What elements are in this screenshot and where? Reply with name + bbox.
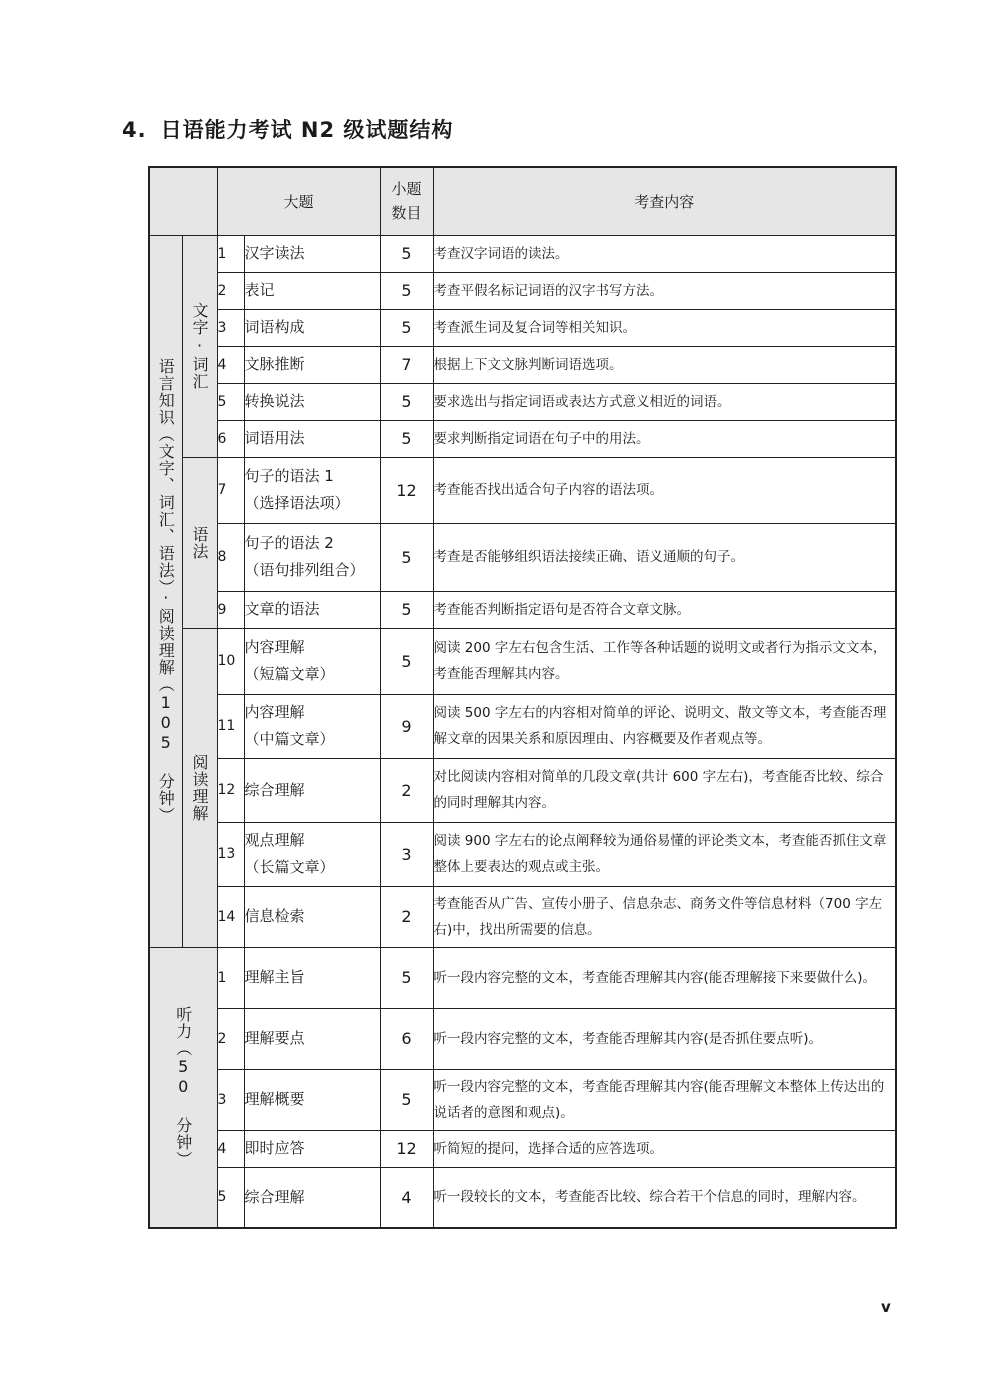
table-row (149, 272, 896, 309)
row-desc: 考查能否判断指定语句是否符合文章文脉。 (433, 591, 896, 628)
row-number: 10 (217, 628, 244, 694)
exam-structure-table (148, 166, 897, 1229)
table-row (149, 822, 896, 886)
row-count: 5 (380, 591, 433, 628)
header-major: 大题 (217, 167, 380, 235)
row-number: 5 (217, 383, 244, 420)
row-number: 5 (217, 1167, 244, 1228)
row-name-line2: （选择语法项） (244, 494, 350, 512)
page-number: v (881, 1298, 891, 1316)
row-name: 综合理解 (244, 1167, 380, 1228)
row-desc: 听简短的提问，选择合适的应答选项。 (433, 1130, 896, 1167)
row-number: 6 (217, 420, 244, 457)
row-name: 词语用法 (244, 420, 380, 457)
row-number: 9 (217, 591, 244, 628)
subsection-grammar-label: 语法 (190, 525, 209, 560)
row-number: 8 (217, 523, 244, 591)
row-number: 4 (217, 1130, 244, 1167)
row-desc: 听一段内容完整的文本，考查能否理解其内容(能否理解接下来要做什么)。 (433, 947, 896, 1008)
row-count: 3 (380, 822, 433, 886)
table-row (149, 383, 896, 420)
table-row (149, 1008, 896, 1069)
row-count: 5 (380, 1069, 433, 1130)
row-count: 5 (380, 947, 433, 1008)
row-name-line1: 内容理解 (244, 638, 305, 656)
row-name: 理解要点 (244, 1008, 380, 1069)
row-desc: 听一段内容完整的文本，考查能否理解其内容(能否理解文本整体上传达出的说话者的意图和观点)。 (433, 1069, 896, 1130)
header-count-line1: 小题 (391, 180, 422, 199)
heading-number: 4. (122, 118, 147, 142)
table-row (149, 346, 896, 383)
section-language-label: 语言知识（文字、词汇、语法）·阅读理解（105 分钟） (156, 358, 176, 824)
row-name-line1: 句子的语法 1 (244, 467, 334, 485)
row-count: 5 (380, 628, 433, 694)
row-name: 文脉推断 (244, 346, 380, 383)
row-count: 7 (380, 346, 433, 383)
row-count: 5 (380, 272, 433, 309)
row-count: 12 (380, 1130, 433, 1167)
row-number: 14 (217, 886, 244, 947)
row-count: 5 (380, 420, 433, 457)
heading-title: 日语能力考试 N2 级试题结构 (160, 118, 454, 142)
table-row (149, 235, 896, 272)
table-row (149, 1069, 896, 1130)
row-name-line2: （长篇文章） (244, 858, 335, 876)
section-listening (149, 947, 217, 1228)
row-name-line2: （语句排列组合） (244, 561, 365, 579)
row-name (244, 822, 380, 886)
table-row (149, 457, 896, 523)
header-count-line2: 数目 (391, 204, 422, 223)
row-name: 综合理解 (244, 758, 380, 822)
row-count: 6 (380, 1008, 433, 1069)
table-row (149, 1130, 896, 1167)
table-row (149, 694, 896, 758)
row-count: 2 (380, 886, 433, 947)
row-count: 5 (380, 235, 433, 272)
row-count: 5 (380, 383, 433, 420)
table-row (149, 947, 896, 1008)
row-name-line1: 句子的语法 2 (244, 534, 334, 552)
row-desc: 听一段内容完整的文本，考查能否理解其内容(是否抓住要点听)。 (433, 1008, 896, 1069)
row-desc: 对比阅读内容相对简单的几段文章(共计 600 字左右)，考查能否比较、综合的同时理解其内容。 (433, 758, 896, 822)
row-desc: 考查能否找出适合句子内容的语法项。 (433, 457, 896, 523)
row-desc: 考查汉字词语的读法。 (433, 235, 896, 272)
subsection-grammar (182, 457, 217, 628)
table-row (149, 886, 896, 947)
table-row (149, 309, 896, 346)
row-name (244, 523, 380, 591)
row-count: 12 (380, 457, 433, 523)
row-count: 9 (380, 694, 433, 758)
row-desc: 要求判断指定词语在句子中的用法。 (433, 420, 896, 457)
row-number: 1 (217, 947, 244, 1008)
row-number: 12 (217, 758, 244, 822)
row-name (244, 628, 380, 694)
table-header-row (149, 167, 896, 235)
row-name-line2: （短篇文章） (244, 665, 335, 683)
row-number: 3 (217, 1069, 244, 1130)
row-desc: 阅读 900 字左右的论点阐释较为通俗易懂的评论类文本，考查能否抓住文章整体上要表达的观点或主张。 (433, 822, 896, 886)
row-name-line2: （中篇文章） (244, 730, 335, 748)
table-row (149, 758, 896, 822)
subsection-reading-label: 阅读理解 (190, 753, 209, 822)
row-desc: 考查派生词及复合词等相关知识。 (433, 309, 896, 346)
row-name-line1: 内容理解 (244, 703, 305, 721)
page-heading (122, 114, 453, 144)
row-desc: 听一段较长的文本，考查能否比较、综合若干个信息的同时，理解内容。 (433, 1167, 896, 1228)
row-name (244, 694, 380, 758)
row-name: 信息检索 (244, 886, 380, 947)
row-name: 表记 (244, 272, 380, 309)
row-number: 7 (217, 457, 244, 523)
row-name: 转换说法 (244, 383, 380, 420)
row-name: 理解主旨 (244, 947, 380, 1008)
table-row (149, 420, 896, 457)
row-number: 2 (217, 1008, 244, 1069)
row-name: 即时应答 (244, 1130, 380, 1167)
row-desc: 阅读 500 字左右的内容相对简单的评论、说明文、散文等文本，考查能否理解文章的因果关系和原因理由、内容概要及作者观点等。 (433, 694, 896, 758)
table-row (149, 523, 896, 591)
section-language (149, 235, 182, 947)
row-desc: 根据上下文文脉判断词语选项。 (433, 346, 896, 383)
row-name (244, 457, 380, 523)
row-number: 1 (217, 235, 244, 272)
row-name: 文章的语法 (244, 591, 380, 628)
row-desc: 考查平假名标记词语的汉字书写方法。 (433, 272, 896, 309)
row-desc: 要求选出与指定词语或表达方式意义相近的词语。 (433, 383, 896, 420)
section-listening-label: 听力（50 分钟） (173, 1006, 193, 1169)
row-name: 汉字读法 (244, 235, 380, 272)
row-name-line1: 观点理解 (244, 831, 305, 849)
subsection-reading (182, 628, 217, 947)
header-count (380, 167, 433, 235)
row-desc: 阅读 200 字左右包含生活、工作等各种话题的说明文或者行为指示文文本，考查能否理解其内容。 (433, 628, 896, 694)
subsection-vocab-label: 文字·词汇 (190, 302, 209, 390)
row-name: 理解概要 (244, 1069, 380, 1130)
row-name: 词语构成 (244, 309, 380, 346)
row-number: 2 (217, 272, 244, 309)
table-row (149, 591, 896, 628)
subsection-vocab (182, 235, 217, 457)
row-number: 4 (217, 346, 244, 383)
header-content: 考查内容 (433, 167, 896, 235)
row-count: 5 (380, 523, 433, 591)
table-row (149, 628, 896, 694)
row-number: 3 (217, 309, 244, 346)
row-count: 2 (380, 758, 433, 822)
row-count: 4 (380, 1167, 433, 1228)
row-desc: 考查是否能够组织语法接续正确、语义通顺的句子。 (433, 523, 896, 591)
row-number: 11 (217, 694, 244, 758)
header-blank (149, 167, 217, 235)
table-row (149, 1167, 896, 1228)
row-count: 5 (380, 309, 433, 346)
row-desc: 考查能否从广告、宣传小册子、信息杂志、商务文件等信息材料（700 字左右)中，找出所需要的信息。 (433, 886, 896, 947)
row-number: 13 (217, 822, 244, 886)
